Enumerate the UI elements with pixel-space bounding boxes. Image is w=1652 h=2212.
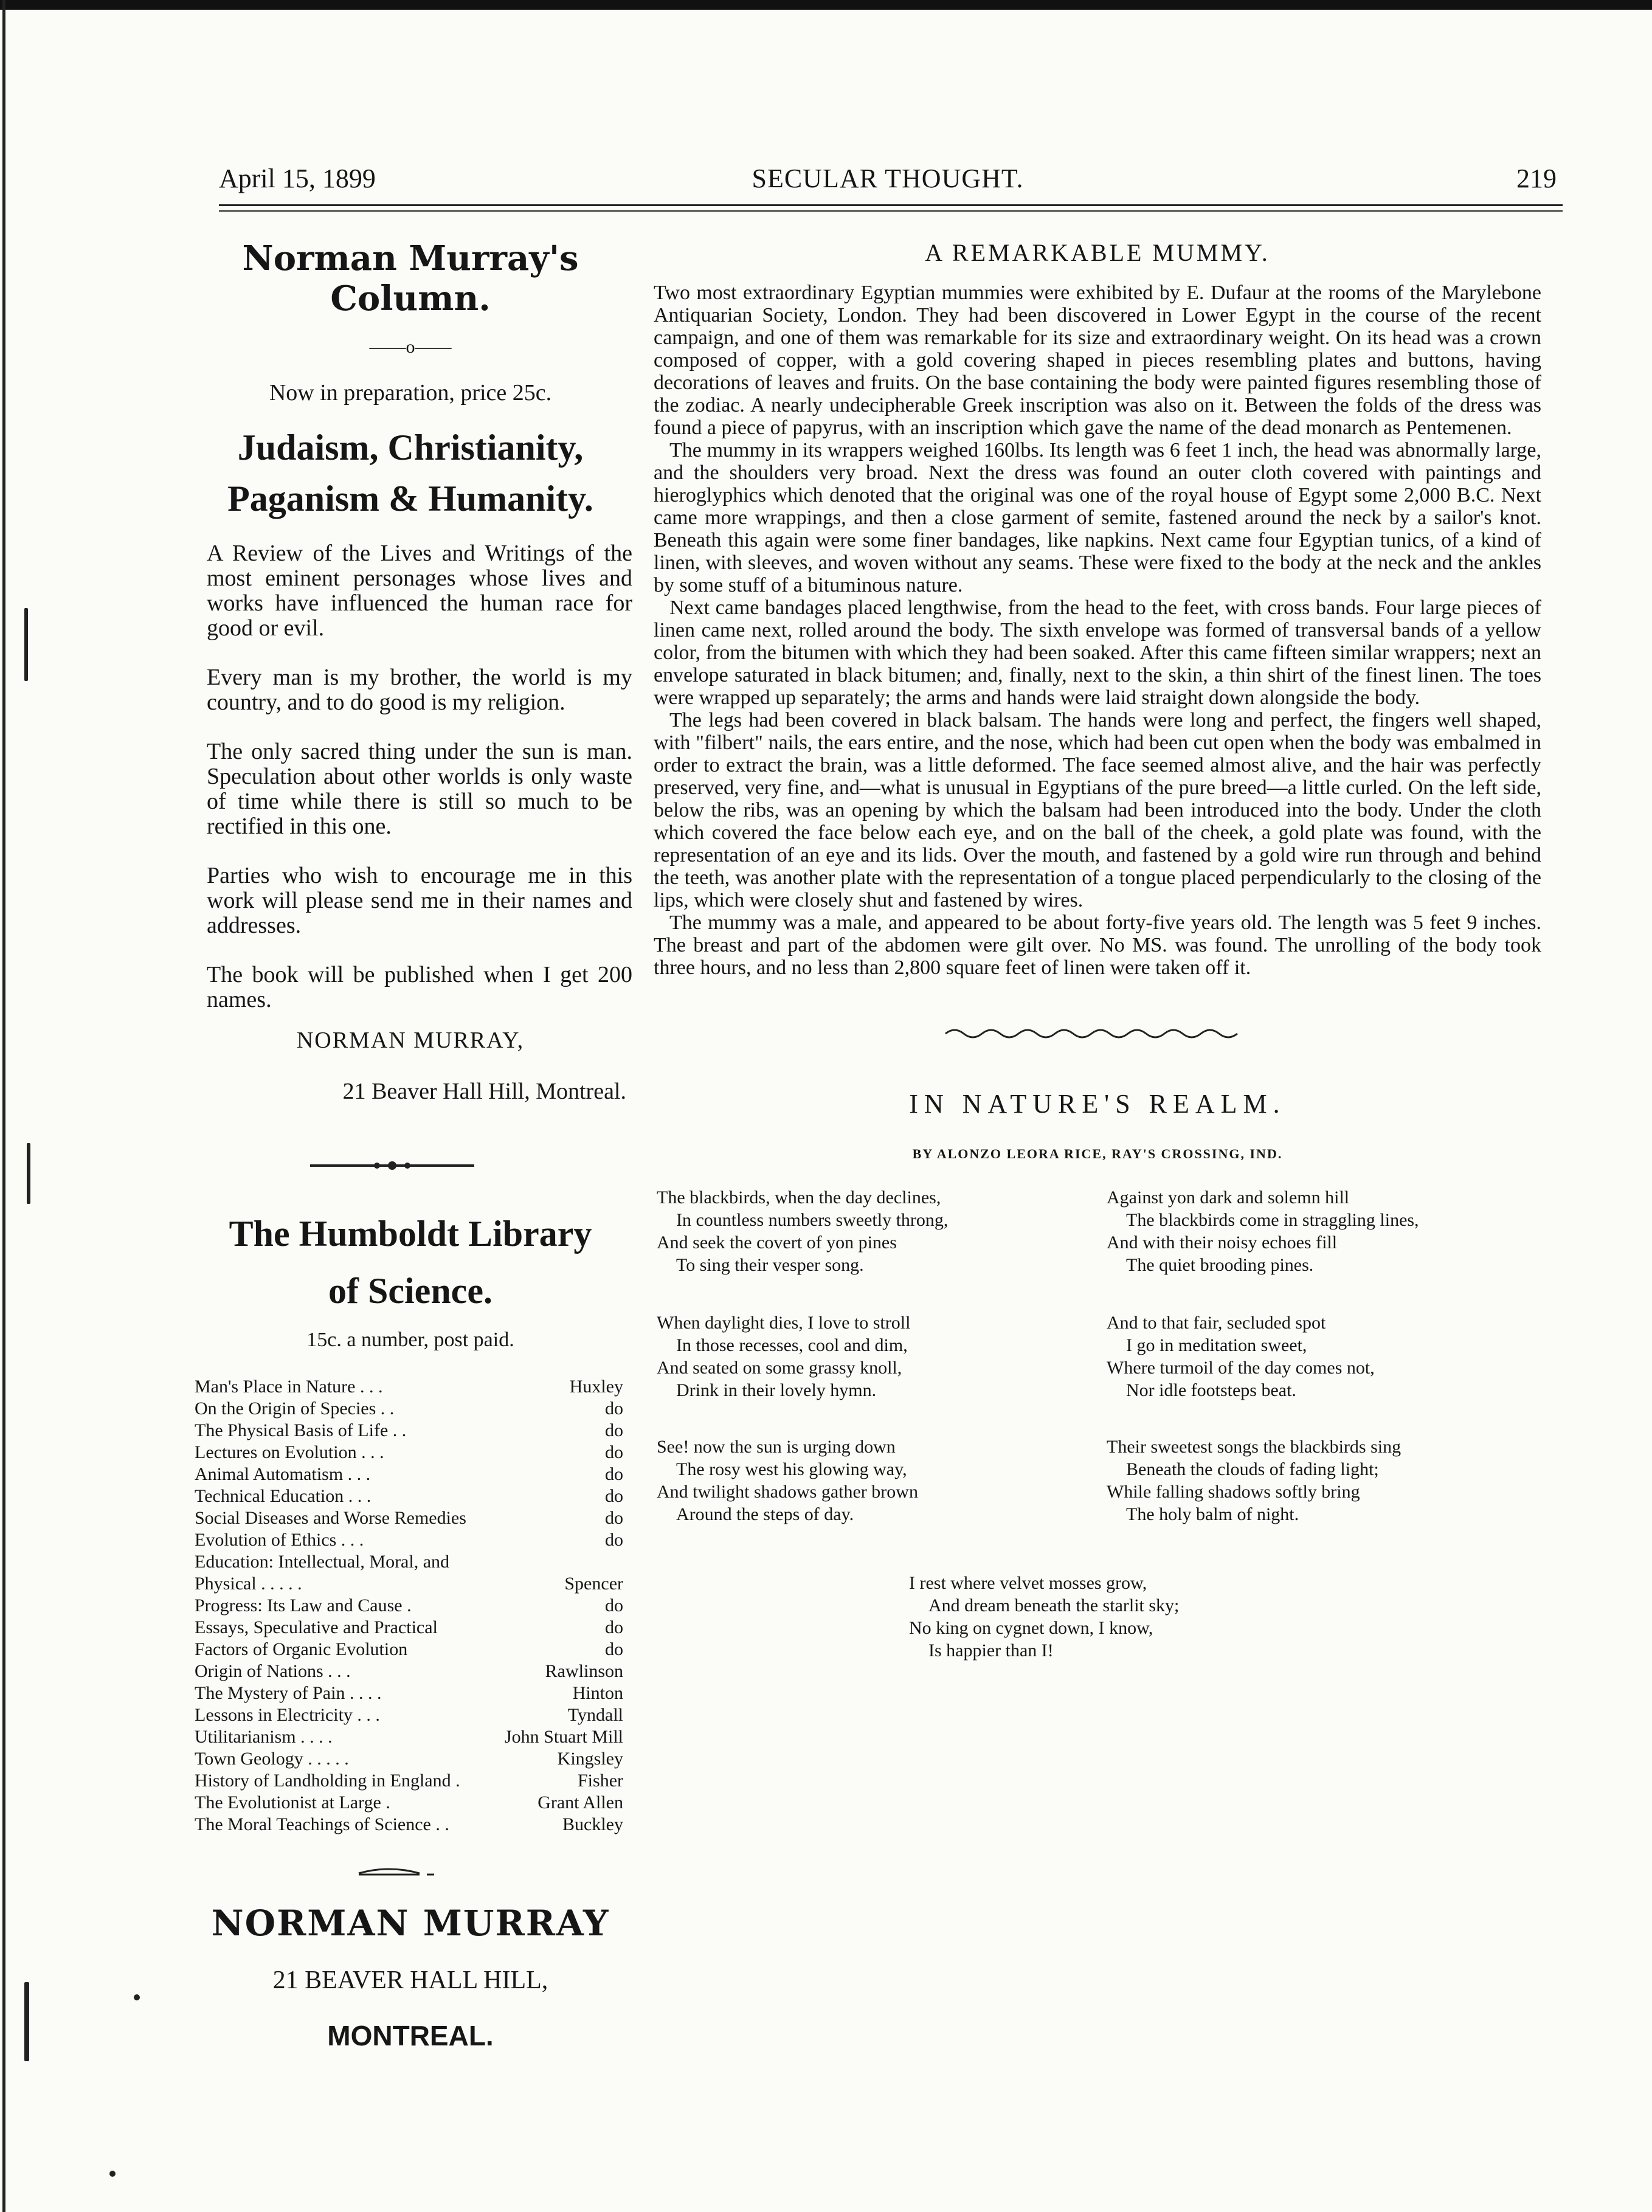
left-column xyxy=(188,238,632,2052)
book-list-item xyxy=(195,1485,623,1507)
book-list-item xyxy=(195,1704,623,1726)
book-list-item xyxy=(195,1507,623,1529)
footer-name: NORMAN MURRAY xyxy=(211,1903,610,1944)
book-title: History of Landholding in England . xyxy=(195,1771,460,1791)
scan-mark xyxy=(24,1982,29,2061)
poem-stanza xyxy=(657,1436,1082,1526)
poem-line: No king on cygnet down, I know, xyxy=(909,1618,1153,1638)
paragraph: Parties who wish to encourage me in this work will please send me in their names and addresses. xyxy=(207,863,632,938)
poem-stanza xyxy=(657,1186,1082,1276)
book-list-item xyxy=(195,1464,623,1485)
book-author: do xyxy=(605,1442,623,1462)
poem-line: In those recesses, cool and dim, xyxy=(676,1335,908,1355)
poem-title: IN NATURE'S REALM. xyxy=(909,1089,1286,1119)
poem-line: And seated on some grassy knoll, xyxy=(657,1358,902,1378)
book-list-item xyxy=(195,1792,623,1814)
poem-line: When daylight dies, I love to stroll xyxy=(657,1313,911,1333)
signature-name: NORMAN MURRAY, xyxy=(296,1028,525,1053)
book-list-item xyxy=(195,1748,623,1770)
book-title: Education: Intellectual, Moral, and xyxy=(195,1552,450,1572)
preparation-notice: Now in preparation, price 25c. xyxy=(269,380,552,406)
separator: ——o—— xyxy=(369,337,452,357)
book-title: Progress: Its Law and Cause . xyxy=(195,1595,412,1616)
scan-top-border xyxy=(0,0,1652,10)
poem-line: And twilight shadows gather brown xyxy=(657,1482,918,1502)
poem-line: Against yon dark and solemn hill xyxy=(1107,1187,1350,1208)
scan-mark xyxy=(134,1994,140,2000)
book-title-line-1: Judaism, Christianity, xyxy=(237,427,584,468)
book-list-item xyxy=(195,1529,623,1551)
poem-line: Their sweetest songs the blackbirds sing xyxy=(1107,1437,1401,1457)
book-title: Essays, Speculative and Practical xyxy=(195,1617,438,1637)
poem-line: And to that fair, secluded spot xyxy=(1107,1313,1326,1333)
signature-address: 21 Beaver Hall Hill, Montreal. xyxy=(342,1079,626,1104)
issue-date: April 15, 1899 xyxy=(219,164,376,193)
page-number: 219 xyxy=(1516,164,1557,193)
right-column xyxy=(654,238,1541,2025)
book-title-line-2: Paganism & Humanity. xyxy=(227,479,593,519)
poem-line: While falling shadows softly bring xyxy=(1107,1482,1360,1502)
book-title: The Evolutionist at Large . xyxy=(195,1792,390,1813)
article-title: A REMARKABLE MUMMY. xyxy=(925,239,1270,266)
book-list-item xyxy=(195,1573,623,1595)
ornament-divider xyxy=(188,1147,632,1184)
article-paragraph: The mummy in its wrappers weighed 160lbs. Its length was 6 feet 1 inch, the head was abnormally large, and the shoulders very broad. Next the dress was found an outer cloth covered with paintings and hieroglyphics which denoted that the original was one of the royal house of Egypt some 2,000 B.C. Next came more wrappings, and then a close garment of semite, fastened around the neck by a sailor's knot. Beneath this again were some finer bandages, like napkins. Next came four Egyptian tunics, of a kind of linen, with sleeves, and woven without any seams. These were fixed to the body at the neck and the ankles by some stuff of a bituminous nature. xyxy=(654,439,1541,596)
poem-stanza xyxy=(1107,1186,1532,1276)
poem-line: See! now the sun is urging down xyxy=(657,1437,896,1457)
publication-title: SECULAR THOUGHT. xyxy=(752,164,1024,193)
scan-left-edge xyxy=(2,0,5,2212)
book-author: Huxley xyxy=(569,1377,623,1397)
book-author: do xyxy=(605,1639,623,1659)
poem-line: In countless numbers sweetly throng, xyxy=(676,1210,949,1230)
article-paragraph: Two most extraordinary Egyptian mummies were exhibited by E. Dufaur at the rooms of the Marylebone Antiquarian Society, London. They had been discovered in Lower Egypt in the course of the recent campaign, and one of them was remarkable for its size and extraordinary weight. On its head was a crown composed of copper, with a gold covering shaped in pieces resembling plates and buttons, having decorations of leaves and fruits. On the base containing the body were painted figures resembling those of the zodiac. A nearly undecipherable Greek inscription was also on it. Between the folds of the dress was found a piece of papyrus, with an inscription which gave the name of the dead monarch as Pentemenen. xyxy=(654,282,1541,439)
book-title: Animal Automatism . . . xyxy=(195,1464,371,1484)
book-author: Rawlinson xyxy=(545,1661,623,1681)
book-author: do xyxy=(605,1595,623,1616)
book-author: Spencer xyxy=(564,1574,623,1594)
library-title-line-2: of Science. xyxy=(328,1271,492,1311)
poem-line: And dream beneath the starlit sky; xyxy=(928,1595,1180,1616)
book-list xyxy=(195,1376,623,1836)
book-title: The Moral Teachings of Science . . xyxy=(195,1814,449,1834)
book-list-item xyxy=(195,1639,623,1661)
scan-mark xyxy=(27,1143,30,1204)
book-author: do xyxy=(605,1530,623,1550)
book-title: Social Diseases and Worse Remedies xyxy=(195,1508,466,1528)
book-author: Hinton xyxy=(572,1683,623,1703)
book-author: do xyxy=(605,1508,623,1528)
book-list-item xyxy=(195,1814,623,1836)
book-title: The Mystery of Pain . . . . xyxy=(195,1683,382,1703)
poem-line: Around the steps of day. xyxy=(676,1504,854,1524)
book-list-item xyxy=(195,1551,623,1573)
paragraph: A Review of the Lives and Writings of the most eminent personages whose lives and works have influenced the human race for good or evil. xyxy=(207,541,632,641)
poem-line: Nor idle footsteps beat. xyxy=(1126,1380,1296,1400)
footer-city: MONTREAL. xyxy=(327,2020,494,2051)
book-title: The Physical Basis of Life . . xyxy=(195,1420,407,1440)
book-list-item xyxy=(195,1398,623,1420)
book-list-item xyxy=(195,1442,623,1464)
book-author: do xyxy=(605,1617,623,1637)
header-rule xyxy=(219,204,1563,206)
poem-line: The quiet brooding pines. xyxy=(1126,1255,1314,1275)
page-header xyxy=(219,163,1557,199)
book-list-item xyxy=(195,1376,623,1398)
book-list-item xyxy=(195,1726,623,1748)
poem-line: To sing their vesper song. xyxy=(676,1255,864,1275)
paragraph: Every man is my brother, the world is my country, and to do good is my religion. xyxy=(207,665,632,715)
poem-line: And seek the covert of yon pines xyxy=(657,1232,897,1253)
book-author: Buckley xyxy=(562,1814,623,1834)
announcement-text xyxy=(188,541,632,1012)
book-author: Kingsley xyxy=(557,1749,623,1769)
poem-body xyxy=(654,1186,1541,2025)
library-price: 15c. a number, post paid. xyxy=(306,1329,514,1351)
book-author: do xyxy=(605,1398,623,1419)
poem-line: Beneath the clouds of fading light; xyxy=(1126,1459,1379,1479)
book-title: Lessons in Electricity . . . xyxy=(195,1705,380,1725)
book-author: John Stuart Mill xyxy=(504,1727,623,1747)
book-list-item xyxy=(195,1420,623,1442)
poem-line: I rest where velvet mosses grow, xyxy=(909,1573,1147,1593)
poem-line: I go in meditation sweet, xyxy=(1126,1335,1307,1355)
book-title: Evolution of Ethics . . . xyxy=(195,1530,364,1550)
book-list-item xyxy=(195,1661,623,1682)
footer-address: 21 BEAVER HALL HILL, xyxy=(272,1966,548,1994)
book-title: Physical . . . . . xyxy=(195,1574,302,1594)
book-title: Origin of Nations . . . xyxy=(195,1661,351,1681)
book-title: Technical Education . . . xyxy=(195,1486,372,1506)
poem-stanza xyxy=(657,1312,1082,1402)
poem-stanza xyxy=(909,1572,1335,1662)
book-list-item xyxy=(195,1595,623,1617)
article-paragraph: Next came bandages placed lengthwise, from the head to the feet, with cross bands. Four large pieces of linen came next, rolled around the body. The sixth envelope was formed of transversal bands of a yellow color, from the bitumen with which they had been soaked. After this came fifteen similar wrappers; next an envelope saturated in black bitumen; and, finally, next to the skin, a thin shirt of the finest linen. The toes were wrapped up separately; the arms and hands were laid straight down alongside the body. xyxy=(654,596,1541,709)
book-title: Town Geology . . . . . xyxy=(195,1749,349,1769)
book-title: Man's Place in Nature . . . xyxy=(195,1377,383,1397)
book-list-item xyxy=(195,1682,623,1704)
header-rule-thin xyxy=(219,210,1563,212)
column-heading: Norman Murray's Column. xyxy=(242,238,579,319)
book-author: do xyxy=(605,1420,623,1440)
poem-line: The rosy west his glowing way, xyxy=(676,1459,907,1479)
book-author: Fisher xyxy=(578,1771,623,1791)
poem-line: The blackbirds come in straggling lines, xyxy=(1126,1210,1419,1230)
poem-line: Drink in their lovely hymn. xyxy=(676,1380,877,1400)
poem-line: The blackbirds, when the day declines, xyxy=(657,1187,941,1208)
book-title: On the Origin of Species . . xyxy=(195,1398,395,1419)
poem-line: Where turmoil of the day comes not, xyxy=(1107,1358,1375,1378)
paragraph: The book will be published when I get 200 names. xyxy=(207,962,632,1012)
library-title-line-1: The Humboldt Library xyxy=(229,1214,592,1254)
article-paragraph: The legs had been covered in black balsam. The hands were long and perfect, the fingers well shaped, with "filbert" nails, the ears entire, and the nose, which had been cut open when the body was embalmed in order to extract the brain, was a little deformed. The face seemed almost alive, and the hair was perfectly preserved, very fine, and—what is unusual in Egyptians of the pure breed—a little curled. On the left side, below the ribs, was an opening by which the balsam had been introduced into the body. Under the cloth which covered the face below each eye, and on the ball of the cheek, a gold plate was found, with the representation of an eye and its lids. Over the mouth, and fastened by a gold wire run through and behind the teeth, was another plate with the representation of a tongue placed perpendicularly to the closing of the lips, which were closely shut and fastened by wires. xyxy=(654,709,1541,911)
book-title: Factors of Organic Evolution xyxy=(195,1639,408,1659)
book-title: Utilitarianism . . . . xyxy=(195,1727,333,1747)
book-title: Lectures on Evolution . . . xyxy=(195,1442,384,1462)
book-author: Tyndall xyxy=(567,1705,623,1725)
poem-line: And with their noisy echoes fill xyxy=(1107,1232,1338,1253)
poem-byline: BY ALONZO LEORA RICE, RAY'S CROSSING, IND. xyxy=(912,1146,1283,1161)
scan-mark xyxy=(109,2171,116,2177)
wavy-divider xyxy=(654,1021,1541,1046)
book-list-item xyxy=(195,1770,623,1792)
paragraph: The only sacred thing under the sun is man. Speculation about other worlds is only waste of time while there is still so much to be rectified in this one. xyxy=(207,739,632,839)
book-author: Grant Allen xyxy=(537,1792,623,1813)
poem-stanza xyxy=(1107,1436,1532,1526)
article-body xyxy=(654,282,1541,979)
poem-stanza xyxy=(1107,1312,1532,1402)
book-list-item xyxy=(195,1617,623,1639)
book-author: do xyxy=(605,1464,623,1484)
scan-mark xyxy=(24,608,28,681)
ornament-divider xyxy=(188,1860,632,1884)
poem-line: Is happier than I! xyxy=(928,1640,1054,1661)
book-author: do xyxy=(605,1486,623,1506)
article-paragraph: The mummy was a male, and appeared to be about forty-five years old. The length was 5 feet 9 inches. The breast and part of the abdomen were gilt over. No MS. was found. The unrolling of the body took three hours, and no less than 2,800 square feet of linen were taken off it. xyxy=(654,911,1541,979)
poem-line: The holy balm of night. xyxy=(1126,1504,1299,1524)
